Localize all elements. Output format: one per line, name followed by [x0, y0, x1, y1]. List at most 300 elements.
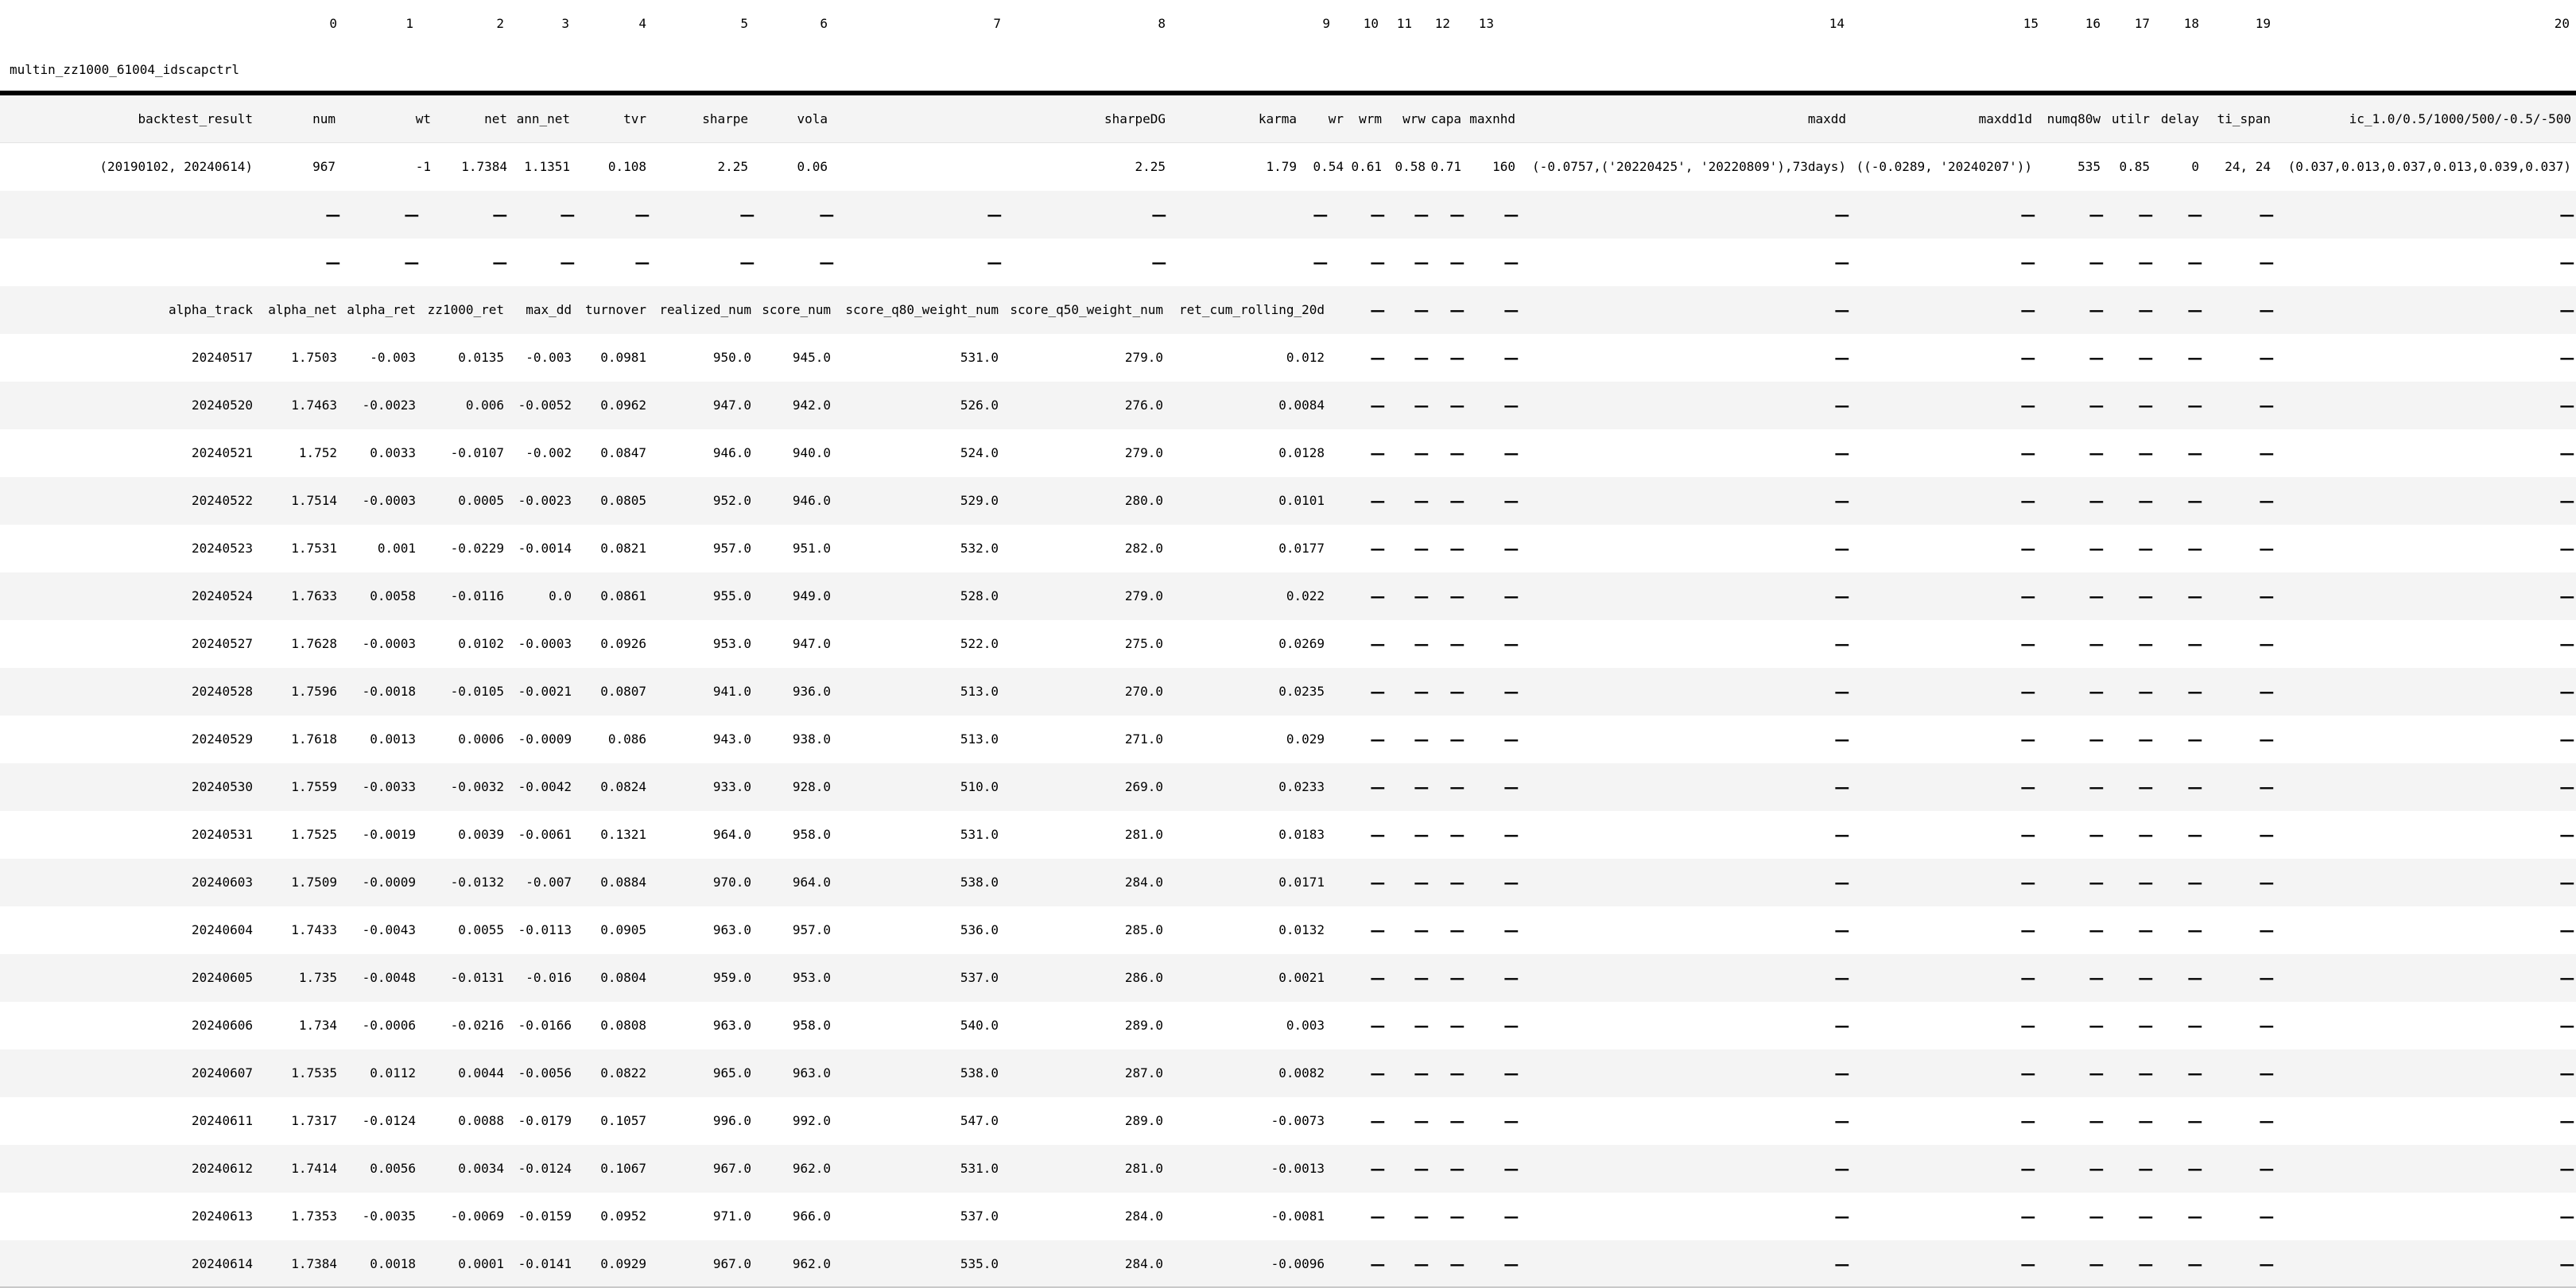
cell: 0.85 — [2119, 159, 2150, 174]
cell: 0.022 — [1286, 588, 1325, 603]
nan-dash: — — [820, 198, 834, 230]
nan-dash: — — [1450, 389, 1465, 421]
nan-dash: — — [2089, 389, 2104, 421]
cell: 276.0 — [1124, 398, 1163, 413]
cell — [1835, 1240, 1849, 1288]
cell: 20240611 — [191, 1113, 253, 1128]
nan-dash: — — [2560, 818, 2574, 850]
header-cell: turnover — [584, 302, 646, 317]
cell: 535 — [2077, 159, 2101, 174]
dataframe-table — [0, 95, 2576, 1288]
nan-dash: — — [1450, 1200, 1465, 1232]
header-cell: sharpeDG — [1104, 111, 1166, 126]
cell: -0.0124 — [518, 1161, 572, 1176]
cell: 0.0847 — [600, 445, 646, 460]
nan-dash: — — [326, 246, 340, 277]
nan-dash: — — [2021, 627, 2035, 659]
cell: -0.0131 — [450, 970, 504, 985]
nan-dash: — — [2188, 1104, 2202, 1136]
cell: 964.0 — [712, 827, 751, 842]
nan-dash: — — [1450, 1009, 1465, 1041]
nan-dash: — — [2021, 723, 2035, 755]
cell — [2139, 1240, 2153, 1288]
cell: 1.7514 — [291, 493, 337, 508]
column-index-label: 8 — [1158, 16, 1166, 31]
cell: 0.0926 — [600, 636, 646, 651]
cell: -0.0107 — [450, 445, 504, 460]
cell — [2260, 1240, 2274, 1288]
nan-dash: — — [1835, 1104, 1849, 1136]
cell: 1.7503 — [291, 350, 337, 365]
cell: 928.0 — [792, 779, 831, 794]
nan-dash: — — [2089, 770, 2104, 802]
cell: 0.0013 — [370, 731, 416, 747]
nan-dash: — — [405, 198, 419, 230]
nan-dash: — — [2260, 246, 2274, 277]
cell: 20240605 — [191, 970, 253, 985]
nan-dash: — — [2260, 770, 2274, 802]
column-index-row — [0, 8, 2576, 40]
column-index-label: 18 — [2183, 16, 2199, 31]
nan-dash: — — [1835, 484, 1849, 516]
cell: 943.0 — [712, 731, 751, 747]
cell: -0.0096 — [1271, 1256, 1325, 1271]
nan-dash: — — [2560, 1104, 2574, 1136]
nan-dash: — — [2188, 627, 2202, 659]
nan-dash: — — [1835, 866, 1849, 898]
nan-dash: — — [2188, 1057, 2202, 1088]
nan-dash: — — [2560, 436, 2574, 468]
nan-dash: — — [2260, 961, 2274, 993]
nan-dash: — — [2560, 723, 2574, 755]
nan-dash: — — [1414, 1247, 1429, 1279]
nan-dash: — — [1835, 436, 1849, 468]
nan-dash: — — [2139, 627, 2153, 659]
nan-dash: — — [1450, 1152, 1465, 1184]
nan-dash: — — [1835, 770, 1849, 802]
cell: 0.0056 — [370, 1161, 416, 1176]
cell: -0.0003 — [362, 636, 416, 651]
cell: 269.0 — [1124, 779, 1163, 794]
nan-dash: — — [2021, 866, 2035, 898]
cell: 279.0 — [1124, 350, 1163, 365]
cell: 952.0 — [712, 493, 751, 508]
cell: 0.0822 — [600, 1065, 646, 1080]
header-cell: maxnhd — [1469, 111, 1515, 126]
nan-dash: — — [2021, 436, 2035, 468]
cell: 20240604 — [191, 922, 253, 937]
nan-dash: — — [2139, 198, 2153, 230]
nan-dash: — — [1504, 198, 1519, 230]
cell: 965.0 — [712, 1065, 751, 1080]
nan-dash: — — [2021, 389, 2035, 421]
cell: 0.0861 — [600, 588, 646, 603]
cell: 0.0132 — [1278, 922, 1325, 937]
header-cell: max_dd — [526, 302, 572, 317]
nan-dash: — — [2260, 532, 2274, 564]
column-index-label: 0 — [329, 16, 337, 31]
nan-dash: — — [2021, 675, 2035, 707]
nan-dash: — — [1835, 675, 1849, 707]
cell: 962.0 — [792, 1256, 831, 1271]
cell — [1414, 1240, 1429, 1288]
nan-dash: — — [1504, 1200, 1519, 1232]
nan-dash: — — [326, 198, 340, 230]
nan-dash: — — [2139, 770, 2153, 802]
nan-dash: — — [1450, 436, 1465, 468]
column-index-label: 2 — [496, 16, 504, 31]
nan-dash: — — [2089, 818, 2104, 850]
nan-dash: — — [2021, 532, 2035, 564]
cell: -0.0061 — [518, 827, 572, 842]
nan-dash: — — [2560, 198, 2574, 230]
cell — [405, 239, 419, 286]
nan-dash: — — [1371, 436, 1385, 468]
cell — [2188, 1240, 2202, 1288]
cell: 0.029 — [1286, 731, 1325, 747]
nan-dash: — — [2188, 770, 2202, 802]
cell: ((-0.0289, '20240207')) — [1856, 159, 2032, 174]
cell — [493, 239, 507, 286]
cell: 540.0 — [960, 1018, 999, 1033]
cell: 971.0 — [712, 1208, 751, 1224]
cell: -0.0124 — [362, 1113, 416, 1128]
cell: 933.0 — [712, 779, 751, 794]
cell: 958.0 — [792, 1018, 831, 1033]
cell: 0.0135 — [458, 350, 504, 365]
cell: 1.735 — [298, 970, 337, 985]
nan-dash: — — [1504, 580, 1519, 611]
cell: 536.0 — [960, 922, 999, 937]
nan-dash: — — [2188, 914, 2202, 945]
nan-dash: — — [2139, 723, 2153, 755]
header-cell: ret_cum_rolling_20d — [1178, 302, 1325, 317]
cell: 0.0034 — [458, 1161, 504, 1176]
cell: 510.0 — [960, 779, 999, 794]
column-index-label: 17 — [2134, 16, 2150, 31]
cell: 0.0033 — [370, 445, 416, 460]
cell: 0.1057 — [600, 1113, 646, 1128]
cell: 284.0 — [1124, 875, 1163, 890]
nan-dash: — — [1414, 866, 1429, 898]
header-cell: wt — [415, 111, 431, 126]
nan-dash: — — [2260, 293, 2274, 325]
cell: -0.0019 — [362, 827, 416, 842]
nan-dash: — — [2260, 914, 2274, 945]
nan-dash: — — [2139, 1247, 2153, 1279]
cell: 284.0 — [1124, 1208, 1163, 1224]
cell: 0.54 — [1313, 159, 1344, 174]
nan-dash: — — [1450, 198, 1465, 230]
nan-dash: — — [1371, 723, 1385, 755]
nan-dash: — — [1371, 818, 1385, 850]
nan-dash: — — [2021, 1009, 2035, 1041]
cell: 289.0 — [1124, 1113, 1163, 1128]
column-index-label: 16 — [2085, 16, 2101, 31]
cell: 20240613 — [191, 1208, 253, 1224]
nan-dash: — — [1504, 1152, 1519, 1184]
cell: 1.7384 — [291, 1256, 337, 1271]
cell: 0.0821 — [600, 541, 646, 556]
cell: -0.0003 — [518, 636, 572, 651]
nan-dash: — — [1450, 818, 1465, 850]
nan-dash: — — [1371, 1247, 1385, 1279]
cell: 2.25 — [717, 159, 748, 174]
nan-dash: — — [2139, 1057, 2153, 1088]
cell: 20240524 — [191, 588, 253, 603]
nan-dash: — — [1835, 293, 1849, 325]
nan-dash: — — [2139, 914, 2153, 945]
nan-dash: — — [1371, 1009, 1385, 1041]
column-index-label: 12 — [1434, 16, 1450, 31]
cell: 996.0 — [712, 1113, 751, 1128]
cell: 0.0177 — [1278, 541, 1325, 556]
nan-dash: — — [2260, 1152, 2274, 1184]
nan-dash: — — [1504, 532, 1519, 564]
header-cell: vola — [797, 111, 828, 126]
nan-dash: — — [2021, 1057, 2035, 1088]
nan-dash: — — [1414, 1009, 1429, 1041]
nan-dash: — — [2188, 1152, 2202, 1184]
cell: 0.1321 — [600, 827, 646, 842]
cell — [2560, 1240, 2574, 1288]
header-cell: num — [312, 111, 336, 126]
cell: 20240612 — [191, 1161, 253, 1176]
cell: 0.0006 — [458, 731, 504, 747]
nan-dash: — — [2260, 484, 2274, 516]
cell: 938.0 — [792, 731, 831, 747]
nan-dash: — — [2139, 675, 2153, 707]
nan-dash: — — [2139, 436, 2153, 468]
cell: 537.0 — [960, 1208, 999, 1224]
nan-dash: — — [1313, 198, 1328, 230]
cell: 538.0 — [960, 1065, 999, 1080]
nan-dash: — — [1504, 866, 1519, 898]
nan-dash: — — [1313, 246, 1328, 277]
cell: 953.0 — [712, 636, 751, 651]
cell: -0.0073 — [1271, 1113, 1325, 1128]
cell: 20240520 — [191, 398, 253, 413]
cell: 286.0 — [1124, 970, 1163, 985]
nan-dash: — — [2188, 818, 2202, 850]
cell: 950.0 — [712, 350, 751, 365]
cell: 532.0 — [960, 541, 999, 556]
nan-dash: — — [1414, 1057, 1429, 1088]
header-cell: sharpe — [702, 111, 748, 126]
cell: -0.0013 — [1271, 1161, 1325, 1176]
nan-dash: — — [2021, 580, 2035, 611]
nan-dash: — — [2021, 1152, 2035, 1184]
nan-dash: — — [2260, 1009, 2274, 1041]
nan-dash: — — [1504, 341, 1519, 373]
nan-dash: — — [1371, 770, 1385, 802]
nan-dash: — — [2139, 1200, 2153, 1232]
nan-dash: — — [493, 246, 507, 277]
cell: 0.0824 — [600, 779, 646, 794]
header-cell: net — [484, 111, 507, 126]
nan-dash: — — [561, 246, 575, 277]
cell: 1.7317 — [291, 1113, 337, 1128]
nan-dash: — — [2260, 627, 2274, 659]
cell: 0.0804 — [600, 970, 646, 985]
cell: 0.012 — [1286, 350, 1325, 365]
cell: -0.0105 — [450, 684, 504, 699]
cell: 940.0 — [792, 445, 831, 460]
column-index-label: 11 — [1396, 16, 1412, 31]
nan-dash: — — [2139, 484, 2153, 516]
cell: -0.0052 — [518, 398, 572, 413]
cell: 1.1351 — [524, 159, 570, 174]
nan-dash: — — [493, 198, 507, 230]
cell: 958.0 — [792, 827, 831, 842]
nan-dash: — — [1371, 1104, 1385, 1136]
nan-dash: — — [2089, 1247, 2104, 1279]
cell — [1371, 1240, 1385, 1288]
nan-dash: — — [1504, 484, 1519, 516]
nan-dash: — — [2021, 1104, 2035, 1136]
column-index-label: 13 — [1478, 16, 1494, 31]
cell: 275.0 — [1124, 636, 1163, 651]
cell: 281.0 — [1124, 827, 1163, 842]
cell: -0.0023 — [362, 398, 416, 413]
nan-dash: — — [2560, 293, 2574, 325]
cell — [1504, 1240, 1519, 1288]
nan-dash: — — [1414, 1200, 1429, 1232]
cell: 0.0171 — [1278, 875, 1325, 890]
cell: 531.0 — [960, 350, 999, 365]
nan-dash: — — [1414, 818, 1429, 850]
column-index-label: 1 — [405, 16, 413, 31]
cell: 0 — [2191, 159, 2199, 174]
nan-dash: — — [1504, 436, 1519, 468]
cell: -0.0048 — [362, 970, 416, 985]
nan-dash: — — [1414, 341, 1429, 373]
nan-dash: — — [2188, 389, 2202, 421]
cell: 513.0 — [960, 684, 999, 699]
nan-dash: — — [1450, 675, 1465, 707]
cell: 160 — [1492, 159, 1515, 174]
nan-dash: — — [561, 198, 575, 230]
cell: -0.0009 — [518, 731, 572, 747]
nan-dash: — — [2139, 389, 2153, 421]
cell: 951.0 — [792, 541, 831, 556]
nan-dash: — — [1835, 1247, 1849, 1279]
cell: 946.0 — [712, 445, 751, 460]
nan-dash: — — [1835, 246, 1849, 277]
nan-dash: — — [1414, 198, 1429, 230]
cell: -0.0229 — [450, 541, 504, 556]
cell — [2089, 1240, 2104, 1288]
nan-dash: — — [2188, 675, 2202, 707]
nan-dash: — — [2560, 1057, 2574, 1088]
cell: 287.0 — [1124, 1065, 1163, 1080]
nan-dash: — — [1835, 532, 1849, 564]
cell: (0.037,0.013,0.037,0.013,0.039,0.037) — [2287, 159, 2571, 174]
cell: 281.0 — [1124, 1161, 1163, 1176]
cell: 2.25 — [1135, 159, 1166, 174]
cell: 289.0 — [1124, 1018, 1163, 1033]
cell: 955.0 — [712, 588, 751, 603]
cell: -0.0216 — [450, 1018, 504, 1033]
nan-dash: — — [2560, 1152, 2574, 1184]
nan-dash: — — [1371, 914, 1385, 945]
nan-dash: — — [2560, 961, 2574, 993]
cell: 963.0 — [712, 1018, 751, 1033]
nan-dash: — — [1414, 532, 1429, 564]
column-index-label: 19 — [2255, 16, 2271, 31]
nan-dash: — — [1504, 1009, 1519, 1041]
nan-dash: — — [1371, 675, 1385, 707]
nan-dash: — — [1504, 770, 1519, 802]
nan-dash: — — [2089, 436, 2104, 468]
nan-dash: — — [2021, 198, 2035, 230]
nan-dash: — — [1152, 246, 1166, 277]
cell: 0.0235 — [1278, 684, 1325, 699]
nan-dash: — — [1504, 914, 1519, 945]
cell: 992.0 — [792, 1113, 831, 1128]
nan-dash: — — [2260, 818, 2274, 850]
nan-dash: — — [2089, 293, 2104, 325]
nan-dash: — — [1450, 770, 1465, 802]
nan-dash: — — [1414, 961, 1429, 993]
header-cell: ann_net — [516, 111, 570, 126]
column-index-label: 9 — [1322, 16, 1330, 31]
cell: -0.0179 — [518, 1113, 572, 1128]
cell: 1.7509 — [291, 875, 337, 890]
nan-dash: — — [1414, 1104, 1429, 1136]
nan-dash: — — [2260, 198, 2274, 230]
header-cell: capa — [1430, 111, 1461, 126]
nan-dash: — — [2260, 436, 2274, 468]
cell: 1.7596 — [291, 684, 337, 699]
cell: -0.003 — [526, 350, 572, 365]
cell: 1.7525 — [291, 827, 337, 842]
nan-dash: — — [1371, 1057, 1385, 1088]
nan-dash: — — [1450, 484, 1465, 516]
nan-dash: — — [405, 246, 419, 277]
nan-dash: — — [2021, 484, 2035, 516]
cell: 20240603 — [191, 875, 253, 890]
cell: 20240607 — [191, 1065, 253, 1080]
nan-dash: — — [2021, 341, 2035, 373]
nan-dash: — — [1450, 961, 1465, 993]
cell — [1450, 1240, 1465, 1288]
cell: 522.0 — [960, 636, 999, 651]
nan-dash: — — [2560, 532, 2574, 564]
nan-dash: — — [2089, 1200, 2104, 1232]
cell: 970.0 — [712, 875, 751, 890]
cell: 279.0 — [1124, 445, 1163, 460]
cell: -0.0014 — [518, 541, 572, 556]
nan-dash: — — [1414, 770, 1429, 802]
nan-dash: — — [1835, 961, 1849, 993]
nan-dash: — — [2021, 1247, 2035, 1279]
nan-dash: — — [1835, 723, 1849, 755]
cell: -0.002 — [526, 445, 572, 460]
nan-dash: — — [1371, 627, 1385, 659]
cell: 24, 24 — [2225, 159, 2271, 174]
cell: 0.0058 — [370, 588, 416, 603]
cell: 1.7433 — [291, 922, 337, 937]
nan-dash: — — [2139, 532, 2153, 564]
nan-dash: — — [2021, 293, 2035, 325]
header-cell: utilr — [2111, 111, 2150, 126]
cell: 20240517 — [191, 350, 253, 365]
cell: 967.0 — [712, 1161, 751, 1176]
cell: 524.0 — [960, 445, 999, 460]
header-cell: realized_num — [659, 302, 751, 317]
column-index-label: 20 — [2554, 16, 2570, 31]
